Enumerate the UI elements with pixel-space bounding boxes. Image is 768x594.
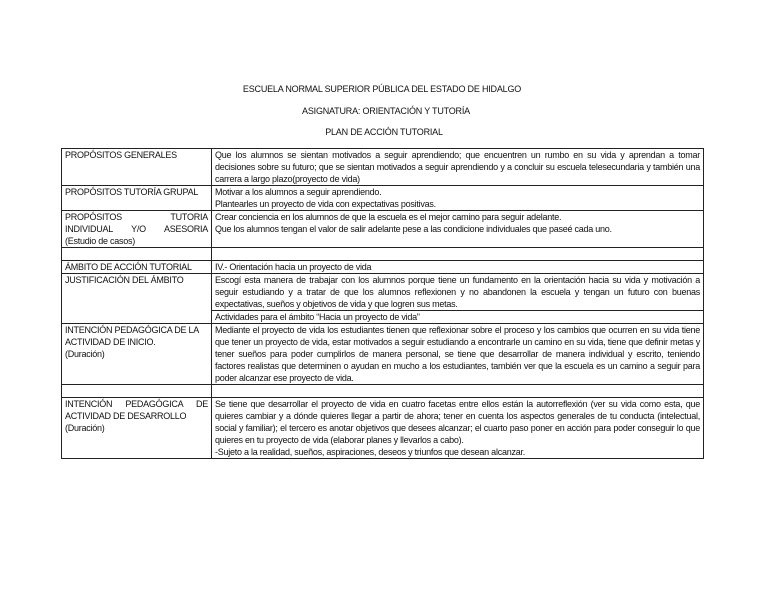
propositos-generales-label: PROPÓSITOS GENERALES [62,149,212,186]
tutoria-individual-label [62,211,212,248]
desarrollo-label [62,398,212,459]
spacer-row [62,248,704,261]
subject-title: ASIGNATURA: ORIENTACIÓN Y TUTORÍA [302,106,470,116]
table-row [62,186,704,211]
table-row [62,311,704,324]
table-row [62,211,704,248]
tutorial-plan-table [61,148,704,459]
tutoria-grupal-label: PROPÓSITOS TUTORÍA GRUPAL [62,186,212,211]
desarrollo-text: Se tiene que desarrollar el proyecto de vida en cuatro facetas entre ellos están la autorreflexión (ver su vida como esta, que quieres cambiar y a dónde quieres llegar a partir de ahora; tener en cuenta los aspectos generales de tu conducta (intelectual, social y familiar); el tercero es anotar objetivos que desees alcanzar; el cuarto paso poner en acción para poder conseguir lo que quieres en tu proyecto de vida (elaborar planes y llevarlos a cabo). [215,399,700,445]
table-row [62,398,704,459]
actividades-text: Actividades para el ámbito “Hacia un proyecto de vida” [212,311,704,324]
propositos-generales-text: Que los alumnos se sientan motivados a seguir aprendiendo; que encuentren un rumbo en su vida y aprendan a tomar decisiones sobre su futuro; que se sientan motivados a seguir aprendiendo y a concluir su escuela telesecundaria y también una carrera a largo plazo(proyecto de vida) [212,149,704,186]
label-line: INTENCIÓN PEDAGÓGICA DE LA [65,325,200,335]
empty-cell [62,311,212,324]
desarrollo-extra: -Sujeto a la realidad, sueños, aspiraciones, deseos y triunfos que desean alcanzar. [215,447,525,457]
table-row [62,324,704,385]
institution-title: ESCUELA NORMAL SUPERIOR PÚBLICA DEL ESTADO DE HIDALGO [242,84,522,94]
label-line: (Duración) [65,349,105,359]
label-line: INTENCIÓN PEDAGÓGICA DE [65,399,208,409]
label-line: (Estudio de casos) [65,236,136,246]
label-line: INDIVIDUAL Y/O ASESORIA [65,224,208,234]
label-line: ACTIVIDAD DE INICIO. [65,337,156,347]
table-row [62,149,704,186]
spacer-row [62,385,704,398]
tutoria-grupal-line: Motivar a los alumnos a seguir aprendiendo. [215,187,382,197]
label-line: ACTIVIDAD DE DESARROLLO [65,411,187,421]
ambito-text: IV.- Orientación hacia un proyecto de vida [212,261,704,274]
tutoria-grupal-line: Plantearles un proyecto de vida con expectativas positivas. [215,199,436,209]
inicio-label [62,324,212,385]
justificacion-label: JUSTIFICACIÓN DEL ÁMBITO [62,274,212,311]
plan-title: PLAN DE ACCIÓN TUTORIAL [325,127,443,137]
justificacion-text: Escogí esta manera de trabajar con los alumnos porque tiene un fundamento en la orientación hacia su vida y motivación a seguir estudiando y a tratar de que los alumnos reflexionen y no abandonen la escuela y tengan un futuro con buenas expectativas, sueños y objetivos de vida y que logren sus metas. [212,274,704,311]
label-line: (Duración) [65,423,105,433]
ambito-label: ÁMBITO DE ACCIÓN TUTORIAL [62,261,212,274]
label-line: PROPÓSITOS TUTORIA [65,212,208,222]
table-row [62,274,704,311]
inicio-text: Mediante el proyecto de vida los estudiantes tienen que reflexionar sobre el proceso y los cambios que ocurren en su vida tiene que tener un proyecto de vida, estar motivados a seguir estudiando a encontrarle un camino en su vida, tiene que definir metas y tener sueños para poder cumplirlos de manera personal, se tiene que desarrollar de manera individual y escrito, teniendo factores realistas que determinen o ayudan en mucho a los estudiantes, también ver que la escuela es un camino a seguir para poder alcanzar ese proyecto de vida. [212,324,704,385]
table-row [62,261,704,274]
tutoria-individual-line: Crear conciencia en los alumnos de que la escuela es el mejor camino para seguir adelante. [215,212,562,222]
tutoria-grupal-cell [212,186,704,211]
tutoria-individual-line: Que los alumnos tengan el valor de salir adelante pese a las condicione individuales que paseé cada uno. [215,224,612,234]
tutoria-individual-cell [212,211,704,248]
desarrollo-cell [212,398,704,459]
